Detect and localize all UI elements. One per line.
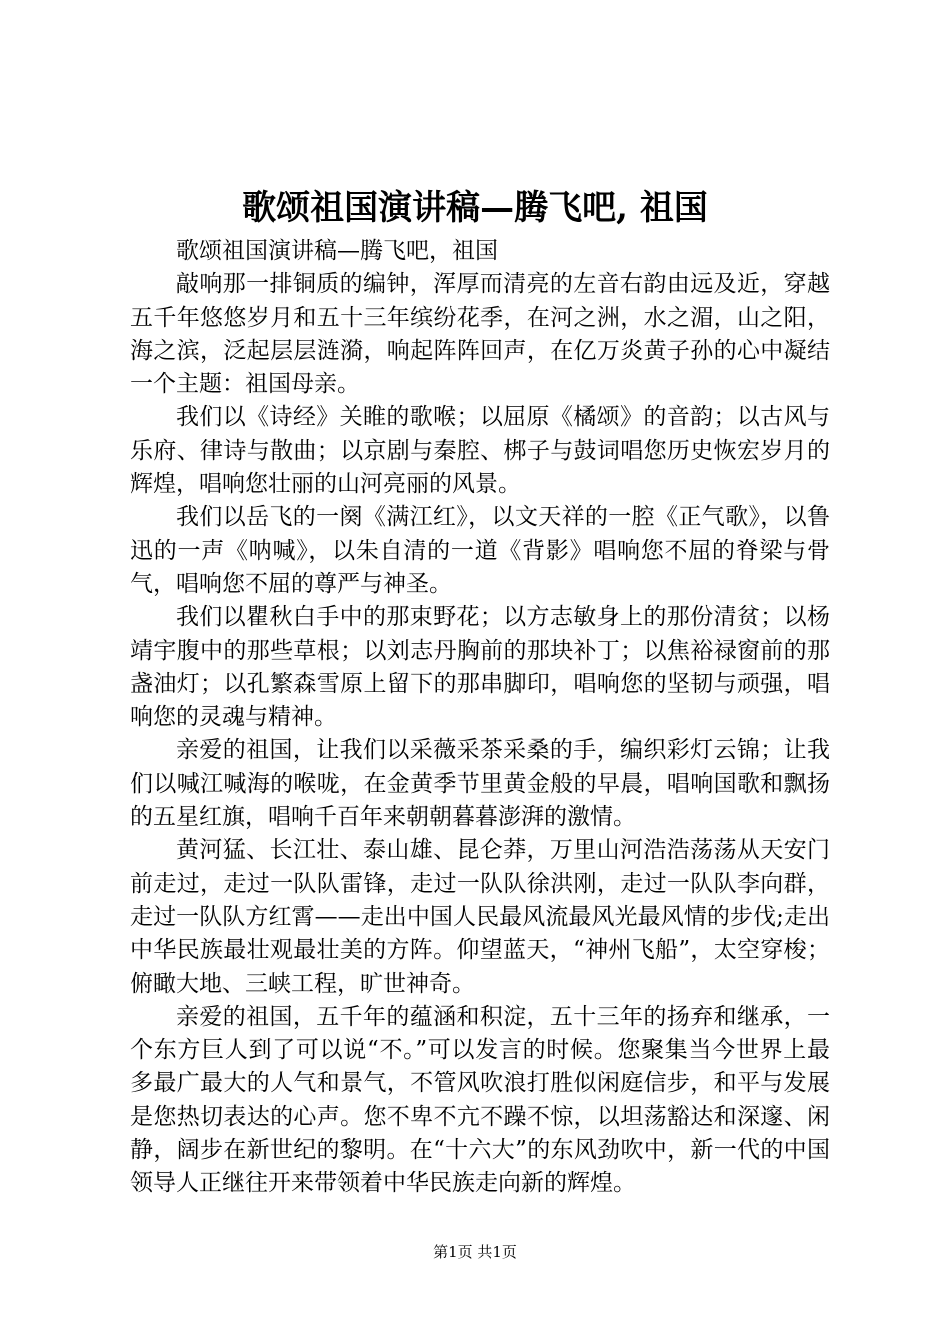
paragraph-new-era: 亲爱的祖国，五千年的蕴涵和积淀，五十三年的扬弃和继承，一个东方巨人到了可以说“不。”可以发言的时候。您聚集当今世界上最多最广最大的人气和景气，不管风吹浪打胜似闲庭信步，和平与发展是您热切表达的心声。您不卑不亢不躁不惊，以坦荡豁达和深邃、闲静，阔步在新世纪的黎明。在“十六大”的东风劲吹中，新一代的中国领导人正继往开来带领着中华民族走向新的辉煌。	[130, 1003, 830, 1197]
paragraph-martyrs: 我们以瞿秋白手中的那束野花；以方志敏身上的那份清贫；以杨靖宇腹中的那些草根；以刘志丹胸前的那块补丁；以焦裕禄窗前的那盏油灯；以孔繁森雪原上留下的那串脚印，唱响您的坚韧与顽强，唱响您的灵魂与精神。	[130, 604, 830, 731]
paragraph-bells: 敲响那一排铜质的编钟，浑厚而清亮的左音右韵由远及近，穿越五千年悠悠岁月和五十三年缤纷花季，在河之洲，水之湄，山之阳，海之滨，泛起层层涟漪，响起阵阵回声，在亿万炎黄子孙的心中凝结一个主题：祖国母亲。	[130, 271, 830, 398]
paragraph-dear-motherland: 亲爱的祖国，让我们以采薇采茶采桑的手，编织彩灯云锦；让我们以喊江喊海的喉咙，在金黄季节里黄金般的早晨，唱响国歌和飘扬的五星红旗，唱响千百年来朝朝暮暮澎湃的激情。	[130, 737, 830, 831]
paragraph-rivers-mountains: 黄河猛、长江壮、泰山雄、昆仑莽，万里山河浩浩荡荡从天安门前走过，走过一队队雷锋，走过一队队徐洪刚，走过一队队李向群，走过一队队方红霄——走出中国人民最风流最风光最风情的步伐;走出中华民族最壮观最壮美的方阵。仰望蓝天，“神州飞船”，太空穿梭；俯瞰大地、三峡工程，旷世神奇。	[130, 837, 830, 997]
document-body	[130, 235, 830, 1201]
paragraph-poetry: 我们以《诗经》关睢的歌喉；以屈原《橘颂》的音韵；以古风与乐府、律诗与散曲；以京剧与秦腔、梆子与鼓词唱您历史恢宏岁月的辉煌，唱响您壮丽的山河亮丽的风景。	[130, 404, 830, 498]
page-footer: 第1页 共1页	[433, 1243, 517, 1261]
paragraph-heroes: 我们以岳飞的一阕《满江红》，以文天祥的一腔《正气歌》，以鲁迅的一声《呐喊》，以朱自清的一道《背影》唱响您不屈的脊梁与骨气，唱响您不屈的尊严与神圣。	[130, 504, 830, 597]
paragraph-subtitle: 歌颂祖国演讲稿—腾飞吧，祖国	[176, 238, 498, 264]
document-title: 歌颂祖国演讲稿—腾飞吧, 祖国	[242, 188, 708, 228]
